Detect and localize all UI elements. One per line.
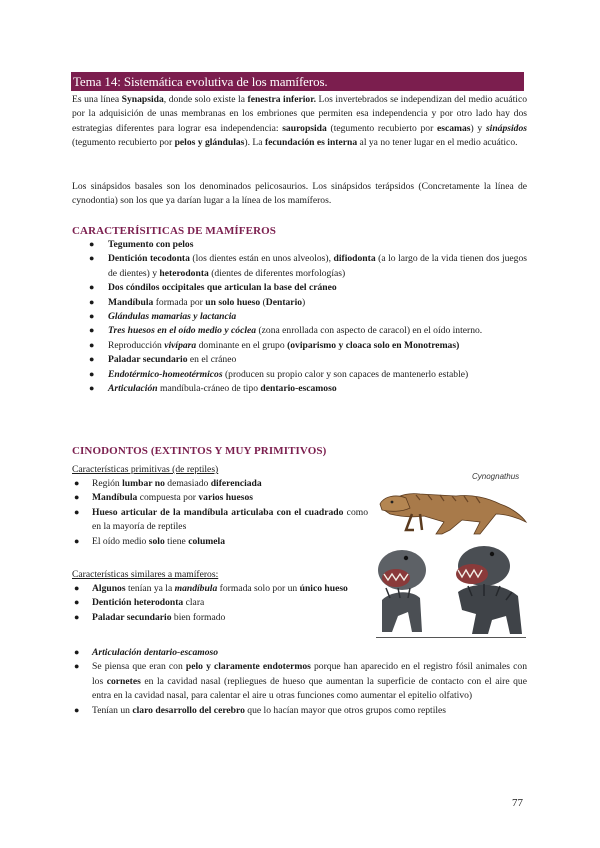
cynodont-reconstructions	[372, 540, 530, 638]
list-item: ● Endotérmico-homeotérmicos (producen su propio calor y son capaces de mantenerlo estable)	[89, 368, 469, 380]
list-item: ● Articulación mandíbula-cráneo de tipo dentario-escamoso	[89, 382, 337, 394]
list-item: ● Dentición tecodonta (los dientes están en unos alveolos), difiodonta (a lo largo de la vida tienen dos juegos de dientes) y heterodonta (dientes de diferentes morfologías)	[89, 253, 527, 279]
list-item: ● El oído medio solo tiene columela	[74, 535, 225, 547]
list-item: ● Glándulas mamarias y lactancia	[89, 310, 237, 322]
figure-caption: Cynognathus	[472, 472, 520, 481]
section-heading-cynodonts: CINODONTOS (EXTINTOS Y MUY PRIMITIVOS)	[72, 445, 327, 457]
list-item: ● Tenían un claro desarrollo del cerebro que lo hacían mayor que otros grupos como reptiles	[74, 704, 447, 716]
synapsid-paragraph: Los sinápsidos basales son los denominados pelicosaurios. Los sinápsidos terápsidos (Concretamente la línea de cynodontia) son los que ya darían lugar a la línea de los mamíferos.	[72, 181, 527, 207]
cynognathus-illustration	[376, 464, 528, 538]
cynodont-left	[378, 550, 426, 632]
page-title: Tema 14: Sistemática evolutiva de los mamíferos.	[71, 72, 524, 91]
list-item: ● Mandíbula formada por un solo hueso (Dentario)	[89, 296, 306, 308]
page-number: 77	[512, 797, 523, 809]
figure-divider	[376, 637, 526, 638]
list-item: ● Articulación dentario-escamoso	[74, 647, 219, 658]
list-item: ● Paladar secundario bien formado	[74, 611, 226, 623]
list-item: ● Dentición heterodonta clara	[74, 597, 205, 609]
primitive-traits-list	[72, 477, 368, 549]
cynognathus-eye	[391, 501, 394, 504]
list-item: ● Algunos tenían ya la mandíbula formada solo por un único hueso	[74, 583, 348, 594]
cynodont-right	[456, 546, 522, 634]
list-item: ● Tres huesos en el oído medio y cóclea (zona enrollada con aspecto de caracol) en el oído interno.	[89, 325, 483, 337]
mammal-like-traits-list	[72, 582, 368, 625]
subheading-primitive-traits: Características primitivas (de reptiles)	[72, 464, 219, 475]
mammal-like-traits-list-continued	[72, 646, 527, 718]
subheading-mammal-like-traits: Características similares a mamíferos:	[72, 569, 219, 580]
list-item: ● Paladar secundario en el cráneo	[89, 354, 237, 366]
list-item: ● Región lumbar no demasiado diferenciada	[74, 478, 262, 489]
section-heading-mammal-traits: CARACTERÍSITICAS DE MAMÍFEROS	[72, 225, 276, 237]
list-item: ● Se piensa que eran con pelo y claramente endotermos porque han aparecido en el registro fósil animales con los cornetes en la cavidad nasal (repliegues de hueso que aumentan la superficie de contacto con el aire que entra en la cavidad nasal, para calentar el aire u otras funciones como aumentar el epitelio olfativo)	[74, 661, 528, 702]
list-item: ● Tegumento con pelos	[89, 239, 194, 250]
cynognathus-head	[380, 496, 410, 511]
intro-paragraph: Es una línea Synapsida, donde solo existe la fenestra inferior. Los invertebrados se independizan del medio acuático por la adquisición de unas membranas en los embriones que permiten esa independencia y por otro lado hay dos estrategias diferentes para lograr esa independencia: sauropsida (tegumento recubierto por escamas) y sinápsidos (tegumento recubierto por pelos y glándulas). La fecundación es interna al ya no tener lugar en el medio acuático.	[72, 94, 527, 149]
list-item: ● Reproducción vivípara dominante en el grupo (oviparismo y cloaca solo en Monotremas)	[89, 339, 460, 351]
list-item: ● Dos cóndilos occipitales que articulan la base del cráneo	[89, 282, 337, 294]
mammal-traits-list	[87, 238, 527, 396]
list-item: ● Hueso articular de la mandíbula articulaba con el cuadrado como en la mayoría de reptiles	[74, 506, 369, 533]
list-item: ● Mandíbula compuesta por varios huesos	[74, 492, 253, 504]
